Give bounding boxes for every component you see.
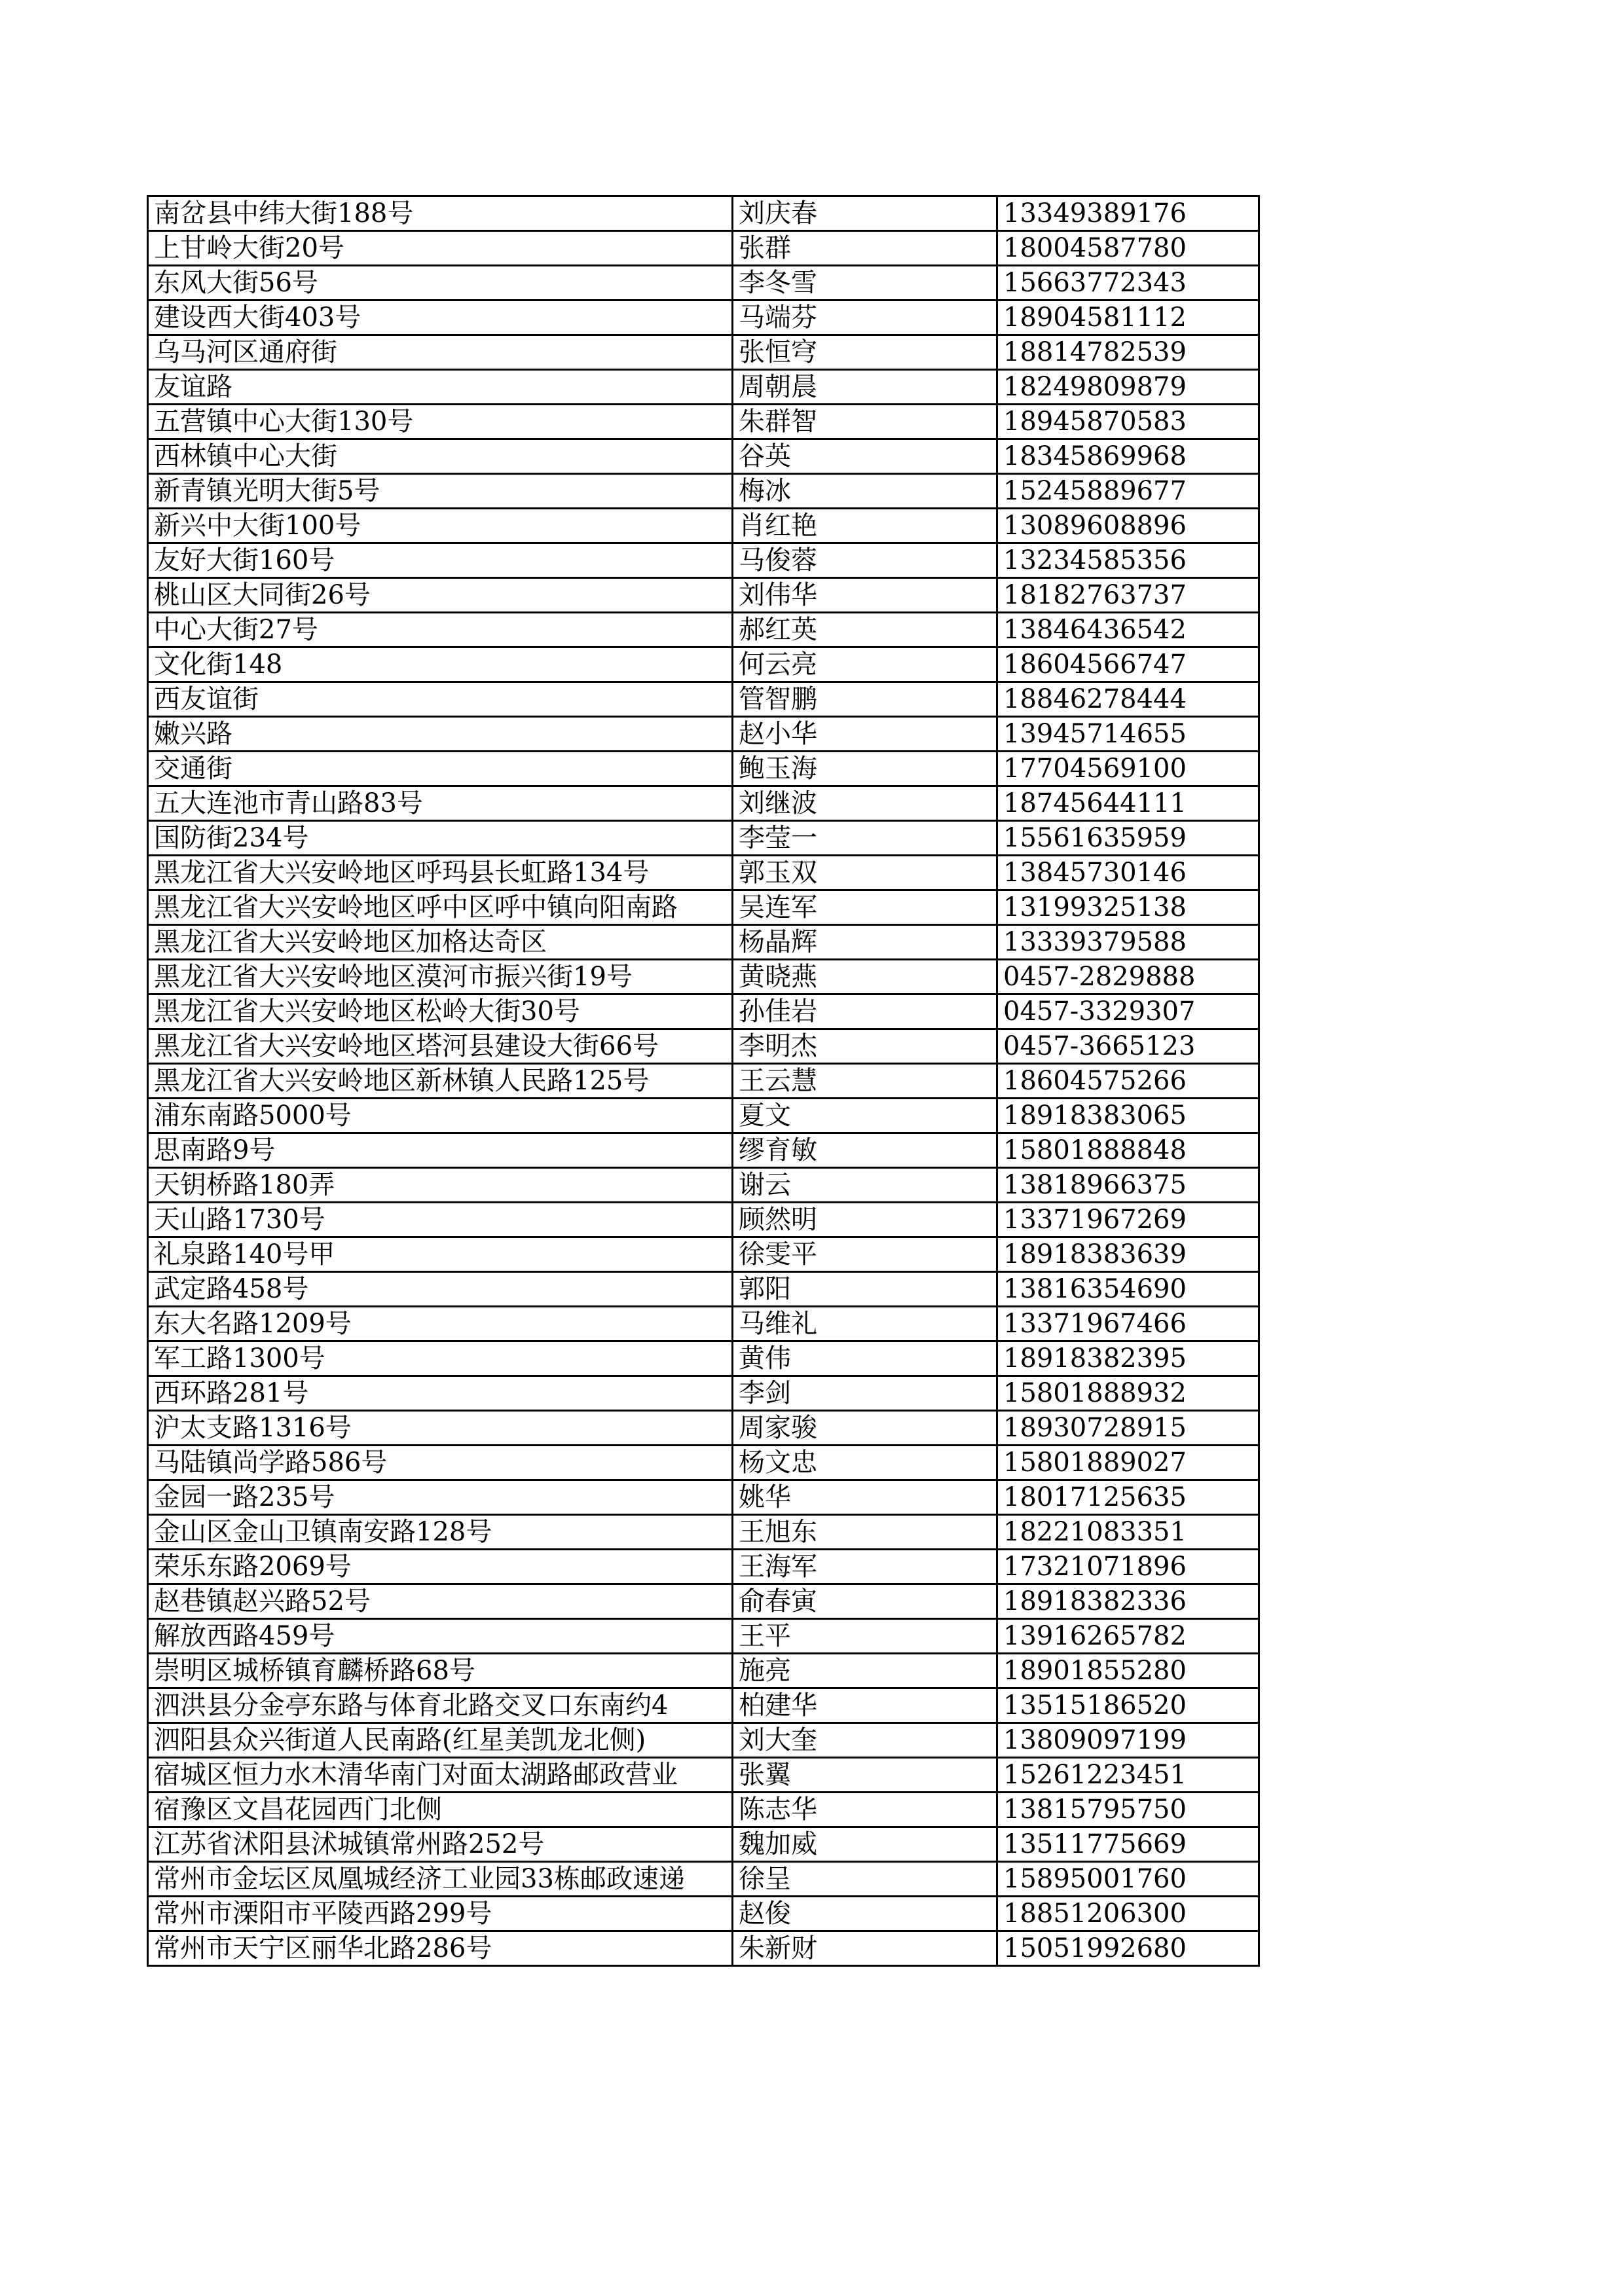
table-row	[148, 1064, 1259, 1099]
table-row	[148, 578, 1259, 613]
name-cell: 谷英	[733, 439, 997, 474]
name-cell: 李冬雪	[733, 266, 997, 301]
address-cell: 黑龙江省大兴安岭地区呼中区呼中镇向阳南路	[148, 890, 733, 925]
address-cell: 宿豫区文昌花园西门北侧	[148, 1793, 733, 1827]
table-row	[148, 1584, 1259, 1619]
table-row	[148, 370, 1259, 405]
phone-cell: 15801888932	[997, 1376, 1259, 1411]
phone-cell: 15801889027	[997, 1446, 1259, 1480]
table-row	[148, 1654, 1259, 1688]
address-cell: 马陆镇尚学路586号	[148, 1446, 733, 1480]
name-cell: 缪育敏	[733, 1133, 997, 1168]
table-row	[148, 1480, 1259, 1515]
name-cell: 李莹一	[733, 821, 997, 856]
address-cell: 沪太支路1316号	[148, 1411, 733, 1446]
table-row	[148, 335, 1259, 370]
address-cell: 交通街	[148, 752, 733, 786]
table-row	[148, 1411, 1259, 1446]
address-cell: 乌马河区通府街	[148, 335, 733, 370]
phone-cell: 13199325138	[997, 890, 1259, 925]
phone-cell: 17321071896	[997, 1550, 1259, 1584]
phone-cell: 18918382336	[997, 1584, 1259, 1619]
table-row	[148, 1515, 1259, 1550]
phone-cell: 0457-3665123	[997, 1029, 1259, 1064]
address-cell: 黑龙江省大兴安岭地区塔河县建设大街66号	[148, 1029, 733, 1064]
table-row	[148, 1793, 1259, 1827]
name-cell: 杨晶辉	[733, 925, 997, 960]
name-cell: 郭玉双	[733, 856, 997, 890]
phone-cell: 13945714655	[997, 717, 1259, 752]
name-cell: 俞春寅	[733, 1584, 997, 1619]
phone-cell: 13234585356	[997, 543, 1259, 578]
address-cell: 西环路281号	[148, 1376, 733, 1411]
name-cell: 郭阳	[733, 1272, 997, 1307]
table-row	[148, 1203, 1259, 1237]
table-row	[148, 1133, 1259, 1168]
table-row	[148, 925, 1259, 960]
address-cell: 浦东南路5000号	[148, 1099, 733, 1133]
name-cell: 孙佳岩	[733, 994, 997, 1029]
name-cell: 管智鹏	[733, 682, 997, 717]
address-cell: 新兴中大街100号	[148, 509, 733, 543]
address-cell: 赵巷镇赵兴路52号	[148, 1584, 733, 1619]
table-row	[148, 821, 1259, 856]
name-cell: 赵俊	[733, 1897, 997, 1931]
name-cell: 夏文	[733, 1099, 997, 1133]
table-row	[148, 1723, 1259, 1758]
address-cell: 泗阳县众兴街道人民南路(红星美凯龙北侧)	[148, 1723, 733, 1758]
name-cell: 姚华	[733, 1480, 997, 1515]
name-cell: 魏加威	[733, 1827, 997, 1862]
name-cell: 梅冰	[733, 474, 997, 509]
address-cell: 桃山区大同街26号	[148, 578, 733, 613]
address-cell: 嫩兴路	[148, 717, 733, 752]
name-cell: 王云慧	[733, 1064, 997, 1099]
address-cell: 常州市金坛区凤凰城经济工业园33栋邮政速递	[148, 1862, 733, 1897]
address-cell: 黑龙江省大兴安岭地区松岭大街30号	[148, 994, 733, 1029]
table-row	[148, 231, 1259, 266]
address-cell: 上甘岭大街20号	[148, 231, 733, 266]
phone-cell: 18904581112	[997, 301, 1259, 335]
name-cell: 鲍玉海	[733, 752, 997, 786]
name-cell: 张翼	[733, 1758, 997, 1793]
name-cell: 陈志华	[733, 1793, 997, 1827]
phone-cell: 18814782539	[997, 335, 1259, 370]
table-row	[148, 1931, 1259, 1966]
phone-cell: 15801888848	[997, 1133, 1259, 1168]
address-cell: 思南路9号	[148, 1133, 733, 1168]
name-cell: 李明杰	[733, 1029, 997, 1064]
address-cell: 常州市天宁区丽华北路286号	[148, 1931, 733, 1966]
table-row	[148, 543, 1259, 578]
phone-cell: 13339379588	[997, 925, 1259, 960]
address-cell: 金园一路235号	[148, 1480, 733, 1515]
phone-cell: 18918383065	[997, 1099, 1259, 1133]
name-cell: 郝红英	[733, 613, 997, 647]
phone-cell: 18945870583	[997, 405, 1259, 439]
address-cell: 西友谊街	[148, 682, 733, 717]
phone-cell: 13846436542	[997, 613, 1259, 647]
table-row	[148, 1168, 1259, 1203]
table-row	[148, 1688, 1259, 1723]
address-cell: 南岔县中纬大街188号	[148, 196, 733, 231]
address-cell: 东风大街56号	[148, 266, 733, 301]
table-row	[148, 1341, 1259, 1376]
address-cell: 泗洪县分金亭东路与体育北路交叉口东南约4	[148, 1688, 733, 1723]
phone-cell: 13371967466	[997, 1307, 1259, 1341]
address-cell: 天钥桥路180弄	[148, 1168, 733, 1203]
phone-cell: 13818966375	[997, 1168, 1259, 1203]
address-cell: 荣乐东路2069号	[148, 1550, 733, 1584]
phone-cell: 13816354690	[997, 1272, 1259, 1307]
address-cell: 西林镇中心大街	[148, 439, 733, 474]
name-cell: 周朝晨	[733, 370, 997, 405]
table-row	[148, 474, 1259, 509]
phone-cell: 0457-2829888	[997, 960, 1259, 994]
phone-cell: 18004587780	[997, 231, 1259, 266]
name-cell: 刘伟华	[733, 578, 997, 613]
name-cell: 徐呈	[733, 1862, 997, 1897]
address-cell: 黑龙江省大兴安岭地区呼玛县长虹路134号	[148, 856, 733, 890]
table-body	[148, 196, 1259, 1966]
table-row	[148, 439, 1259, 474]
phone-cell: 18182763737	[997, 578, 1259, 613]
address-cell: 常州市溧阳市平陵西路299号	[148, 1897, 733, 1931]
phone-cell: 18918383639	[997, 1237, 1259, 1272]
contact-table	[147, 195, 1260, 1967]
name-cell: 柏建华	[733, 1688, 997, 1723]
phone-cell: 18851206300	[997, 1897, 1259, 1931]
table-row	[148, 856, 1259, 890]
phone-cell: 13511775669	[997, 1827, 1259, 1862]
name-cell: 马俊蓉	[733, 543, 997, 578]
phone-cell: 13809097199	[997, 1723, 1259, 1758]
phone-cell: 17704569100	[997, 752, 1259, 786]
table-row	[148, 1827, 1259, 1862]
table-row	[148, 647, 1259, 682]
phone-cell: 13916265782	[997, 1619, 1259, 1654]
address-cell: 崇明区城桥镇育麟桥路68号	[148, 1654, 733, 1688]
name-cell: 顾然明	[733, 1203, 997, 1237]
phone-cell: 15245889677	[997, 474, 1259, 509]
table-row	[148, 1307, 1259, 1341]
table-row	[148, 266, 1259, 301]
phone-cell: 13089608896	[997, 509, 1259, 543]
table-row	[148, 1550, 1259, 1584]
name-cell: 王海军	[733, 1550, 997, 1584]
name-cell: 刘庆春	[733, 196, 997, 231]
name-cell: 王旭东	[733, 1515, 997, 1550]
name-cell: 王平	[733, 1619, 997, 1654]
table-row	[148, 1237, 1259, 1272]
name-cell: 张恒穹	[733, 335, 997, 370]
name-cell: 张群	[733, 231, 997, 266]
phone-cell: 18604575266	[997, 1064, 1259, 1099]
address-cell: 国防街234号	[148, 821, 733, 856]
name-cell: 黄晓燕	[733, 960, 997, 994]
phone-cell: 13845730146	[997, 856, 1259, 890]
table-row	[148, 752, 1259, 786]
phone-cell: 15051992680	[997, 1931, 1259, 1966]
phone-cell: 18918382395	[997, 1341, 1259, 1376]
phone-cell: 0457-3329307	[997, 994, 1259, 1029]
table-row	[148, 890, 1259, 925]
name-cell: 杨文忠	[733, 1446, 997, 1480]
phone-cell: 18249809879	[997, 370, 1259, 405]
table-row	[148, 405, 1259, 439]
table-row	[148, 786, 1259, 821]
table-row	[148, 509, 1259, 543]
phone-cell: 18017125635	[997, 1480, 1259, 1515]
table-row	[148, 1376, 1259, 1411]
name-cell: 马端芬	[733, 301, 997, 335]
phone-cell: 18221083351	[997, 1515, 1259, 1550]
phone-cell: 13815795750	[997, 1793, 1259, 1827]
table-row	[148, 1029, 1259, 1064]
phone-cell: 18345869968	[997, 439, 1259, 474]
phone-cell: 15261223451	[997, 1758, 1259, 1793]
address-cell: 黑龙江省大兴安岭地区漠河市振兴街19号	[148, 960, 733, 994]
phone-cell: 13371967269	[997, 1203, 1259, 1237]
table-row	[148, 1619, 1259, 1654]
table-row	[148, 960, 1259, 994]
phone-cell: 18745644111	[997, 786, 1259, 821]
table-row	[148, 717, 1259, 752]
phone-cell: 18930728915	[997, 1411, 1259, 1446]
name-cell: 肖红艳	[733, 509, 997, 543]
address-cell: 解放西路459号	[148, 1619, 733, 1654]
name-cell: 刘继波	[733, 786, 997, 821]
address-cell: 新青镇光明大街5号	[148, 474, 733, 509]
phone-cell: 18901855280	[997, 1654, 1259, 1688]
table-row	[148, 1758, 1259, 1793]
address-cell: 中心大街27号	[148, 613, 733, 647]
name-cell: 吴连军	[733, 890, 997, 925]
address-cell: 友好大街160号	[148, 543, 733, 578]
phone-cell: 15663772343	[997, 266, 1259, 301]
address-cell: 友谊路	[148, 370, 733, 405]
address-cell: 文化街148	[148, 647, 733, 682]
phone-cell: 13515186520	[997, 1688, 1259, 1723]
address-cell: 礼泉路140号甲	[148, 1237, 733, 1272]
table-row	[148, 1897, 1259, 1931]
name-cell: 谢云	[733, 1168, 997, 1203]
table-row	[148, 196, 1259, 231]
name-cell: 施亮	[733, 1654, 997, 1688]
name-cell: 徐雯平	[733, 1237, 997, 1272]
address-cell: 五大连池市青山路83号	[148, 786, 733, 821]
phone-cell: 13349389176	[997, 196, 1259, 231]
address-cell: 江苏省沭阳县沭城镇常州路252号	[148, 1827, 733, 1862]
name-cell: 朱新财	[733, 1931, 997, 1966]
table-row	[148, 613, 1259, 647]
phone-cell: 15895001760	[997, 1862, 1259, 1897]
name-cell: 李剑	[733, 1376, 997, 1411]
table-row	[148, 1862, 1259, 1897]
phone-cell: 18604566747	[997, 647, 1259, 682]
address-cell: 黑龙江省大兴安岭地区新林镇人民路125号	[148, 1064, 733, 1099]
phone-cell: 18846278444	[997, 682, 1259, 717]
table-row	[148, 1099, 1259, 1133]
address-cell: 武定路458号	[148, 1272, 733, 1307]
address-cell: 金山区金山卫镇南安路128号	[148, 1515, 733, 1550]
address-cell: 天山路1730号	[148, 1203, 733, 1237]
table-row	[148, 1446, 1259, 1480]
address-cell: 建设西大街403号	[148, 301, 733, 335]
table-row	[148, 994, 1259, 1029]
table-row	[148, 1272, 1259, 1307]
address-cell: 五营镇中心大街130号	[148, 405, 733, 439]
name-cell: 马维礼	[733, 1307, 997, 1341]
table-row	[148, 682, 1259, 717]
name-cell: 周家骏	[733, 1411, 997, 1446]
name-cell: 朱群智	[733, 405, 997, 439]
name-cell: 赵小华	[733, 717, 997, 752]
address-cell: 军工路1300号	[148, 1341, 733, 1376]
address-cell: 宿城区恒力水木清华南门对面太湖路邮政营业	[148, 1758, 733, 1793]
address-cell: 东大名路1209号	[148, 1307, 733, 1341]
name-cell: 刘大奎	[733, 1723, 997, 1758]
name-cell: 何云亮	[733, 647, 997, 682]
phone-cell: 15561635959	[997, 821, 1259, 856]
table-row	[148, 301, 1259, 335]
name-cell: 黄伟	[733, 1341, 997, 1376]
address-cell: 黑龙江省大兴安岭地区加格达奇区	[148, 925, 733, 960]
